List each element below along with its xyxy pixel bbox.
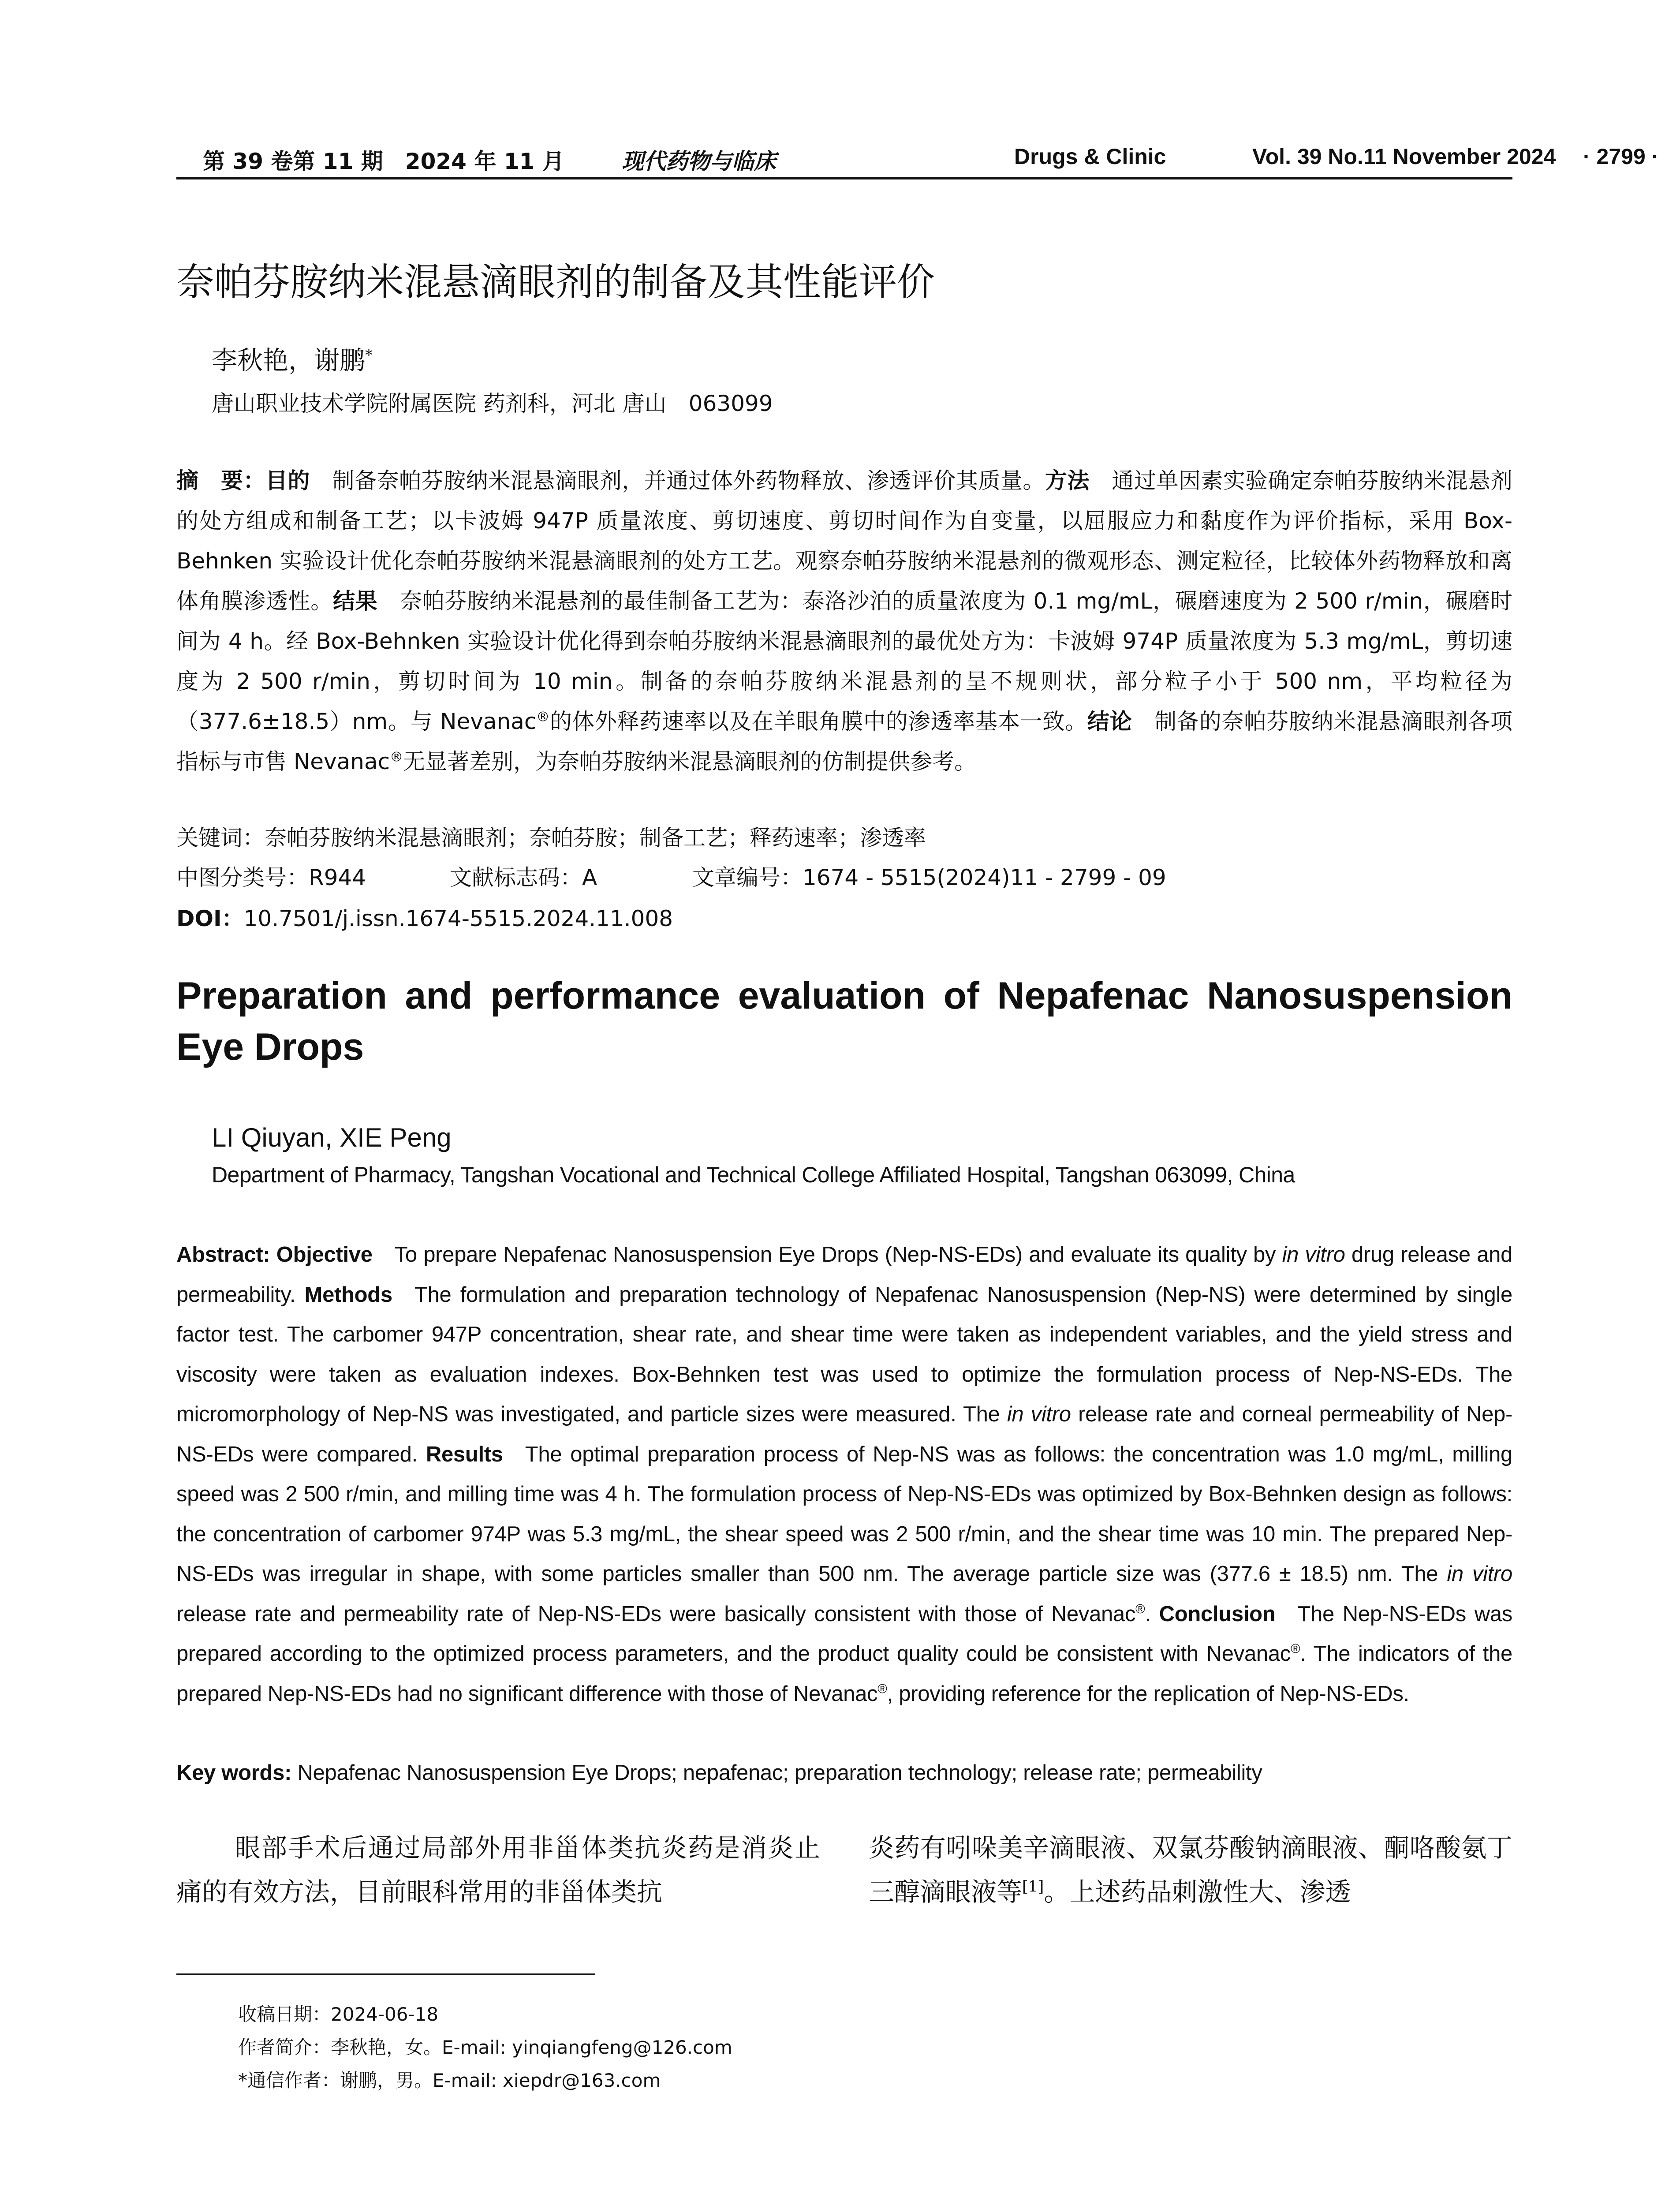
footnote-corresponding-author: *通信作者：谢鹏，男。E-mail: xiepdr@163.com [238,2070,661,2091]
header-page-number: · 2799 · [1583,144,1659,169]
affiliation-en: Department of Pharmacy, Tangshan Vocational and Technical College Affiliated Hospital, Tangshan 063099, China [212,1162,1295,1187]
document-code: 文献标志码：A [450,865,597,890]
results-en-label: Results [426,1442,503,1466]
objective-en-text: To prepare Nepafenac Nanosuspension Eye Drops (Nep-NS-EDs) and evaluate its quality by [394,1243,1276,1267]
clc-number: 中图分类号：R944 [176,865,366,890]
header-journal-cn: 现代药物与临床 [622,148,776,174]
keywords-cn-label: 关键词： [176,825,265,851]
page-title-cn: 奈帕芬胺纳米混悬滴眼剂的制备及其性能评价 [176,260,935,304]
header-volume-cn: 第 39 卷第 11 期 2024 年 11 月 [203,149,564,174]
abstract-cn [176,461,1512,827]
abstract-en-label: Abstract: [176,1243,270,1267]
objective-en-label: Objective [276,1243,373,1267]
header-journal-en: Drugs & Clinic [1014,144,1166,169]
keywords-en-text: Nepafenac Nanosuspension Eye Drops; nepafenac; preparation technology; release rate; permeability [297,1761,1262,1785]
objective-cn-text: 制备奈帕芬胺纳米混悬滴眼剂，并通过体外药物释放、渗透评价其质量。 [332,468,1045,493]
methods-cn-text: 通过单因素实验确定奈帕芬胺纳米混悬剂的处方组成和制备工艺；以卡波姆 947P 质量浓度、剪切速度、剪切时间作为自变量，以屈服应力和黏度作为评价指标，采用 Box-Behnken 实验设计优化奈帕芬胺纳米混悬滴眼剂的处方工艺。观察奈帕芬胺纳米混悬剂的微观形态、测定粒径，比较体外药物释放和离体角膜渗透性。 [176,468,1513,614]
body-text-right: 炎药有吲哚美辛滴眼液、双氯芬酸钠滴眼液、酮咯酸氨丁三醇滴眼液等 [869,1833,1512,1907]
objective-en-text-2: drug release and permeability. [176,1243,1513,1307]
article-number: 文章编号：1674 - 5515(2024)11 - 2799 - 09 [692,865,1166,890]
running-header [176,140,1659,180]
keywords-cn [176,818,1512,858]
in-vitro-term: in vitro [1007,1402,1071,1426]
registered-mark: ® [1135,1602,1145,1617]
page-title-en: Preparation and performance evaluation of Nepafenac Nanosuspension Eye Drops [176,975,1512,1068]
abstract-en [176,1235,1512,1714]
results-cn-text: 奈帕芬胺纳米混悬剂的最佳制备工艺为：泰洛沙泊的质量浓度为 0.1 mg/mL，碾磨速度为 2 500 r/min，碾磨时间为 4 h。经 Box-Behnken 实验设计优化得到奈帕芬胺纳米混悬滴眼剂的最优处方为：卡波姆 974P 质量浓度为 5.3 mg/mL，剪切速度为 2 500 r/min，剪切时间为 10 min。制备的奈帕芬胺纳米混悬剂的呈不规则状，部分粒子小于 500 nm，平均粒径为（377.6±18.5）nm。与 Nevanac [176,588,1513,734]
conclusion-cn-label: 结论 [1087,709,1132,734]
keywords-en [176,1753,1512,1793]
footnote-received-date: 收稿日期：2024-06-18 [238,2003,439,2025]
keywords-cn-text: 奈帕芬胺纳米混悬滴眼剂；奈帕芬胺；制备工艺；释药速率；渗透率 [265,825,926,851]
methods-cn-label: 方法 [1045,468,1090,493]
body-column-left [176,1826,820,1914]
registered-mark: ® [1291,1641,1300,1656]
header-volume-en: Vol. 39 No.11 November 2024 [1252,144,1556,169]
in-vitro-term: in vitro [1282,1243,1345,1267]
body-text-right-2: 。上述药品刺激性大、渗透 [1044,1877,1351,1907]
conclusion-en-label: Conclusion [1159,1602,1276,1626]
authors-cn-names: 李秋艳，谢鹏 [212,345,366,375]
doi-link[interactable]: 10.7501/j.issn.1674-5515.2024.11.008 [243,906,673,931]
in-vitro-term: in vitro [1447,1562,1512,1586]
results-en-text-2: release rate and permeability rate of Nep-NS-EDs were basically consistent with those of Nevanac [176,1602,1136,1626]
registered-mark: ® [877,1682,887,1697]
results-en-text: The optimal preparation process of Nep-NS was as follows: the concentration was 1.0 mg/mL, milling speed was 2 500 r/min, and milling time was 4 h. The formulation process of Nep-NS-EDs was optimized by Box-Behnken design as follows: the concentration of carbomer 974P was 5.3 mg/mL, the shear speed was 2 500 r/min, and the shear time was 10 min. The prepared Nep-NS-EDs was irregular in shape, with some particles smaller than 500 nm. The average particle size was (377.6 ± 18.5) nm. The [176,1442,1512,1586]
header-rule [176,177,1512,179]
conclusion-en-text-2: . The indicators of the prepared Nep-NS-EDs had no significant difference with those of Nevanac [176,1642,1512,1706]
results-cn-label: 结果 [332,588,378,614]
footnote-rule [176,1973,595,1975]
results-cn-text-2: 的体外释药速率以及在羊眼角膜中的渗透率基本一致。 [549,709,1087,734]
classification-line [176,858,1512,898]
footnote-author-bio: 作者简介：李秋艳，女。E-mail: yinqiangfeng@126.com [238,2037,732,2058]
corresponding-mark: * [365,346,373,364]
conclusion-en-text-3: , providing reference for the replication of Nep-NS-EDs. [887,1682,1409,1706]
registered-mark: ® [536,709,550,725]
keywords-en-label: Key words: [176,1761,292,1785]
objective-cn-label: 目的 [265,468,310,493]
methods-en-text: The formulation and preparation technology of Nepafenac Nanosuspension (Nep-NS) were determined by single factor test. The carbomer 947P concentration, shear rate, and shear time were taken as independent variables, and the yield stress and viscosity were taken as evaluation indexes. Box-Behnken test was used to optimize the formulation process of Nep-NS-EDs. The micromorphology of Nep-NS was investigated, and particle sizes were measured. The [176,1282,1512,1426]
conclusion-cn-text: 制备的奈帕芬胺纳米混悬滴眼剂各项指标与市售 Nevanac [176,709,1513,774]
body-column-right [869,1826,1512,1914]
methods-en-label: Methods [304,1282,392,1307]
citation-ref[interactable]: [1] [1022,1878,1044,1896]
registered-mark: ® [390,749,403,765]
results-en-period: . [1145,1602,1151,1626]
authors-cn [212,340,373,377]
body-text-left: 眼部手术后通过局部外用非甾体类抗炎药是消炎止痛的有效方法，目前眼科常用的非甾体类抗 [176,1833,820,1907]
authors-en: LI Qiuyan, XIE Peng [212,1123,452,1152]
conclusion-en-text: The Nep-NS-EDs was prepared according to the optimized process parameters, and the product quality could be consistent with Nevanac [176,1602,1512,1666]
affiliation-cn: 唐山职业技术学院附属医院 药剂科，河北 唐山 063099 [212,391,773,416]
conclusion-cn-text-2: 无显著差别，为奈帕芬胺纳米混悬滴眼剂的仿制提供参考。 [403,749,977,774]
doi-line [176,899,1512,939]
doi-label: DOI： [176,906,244,931]
methods-en-text-2: release rate and corneal permeability of Nep-NS-EDs were compared. [176,1402,1513,1466]
abstract-cn-label: 摘 要： [176,468,266,493]
